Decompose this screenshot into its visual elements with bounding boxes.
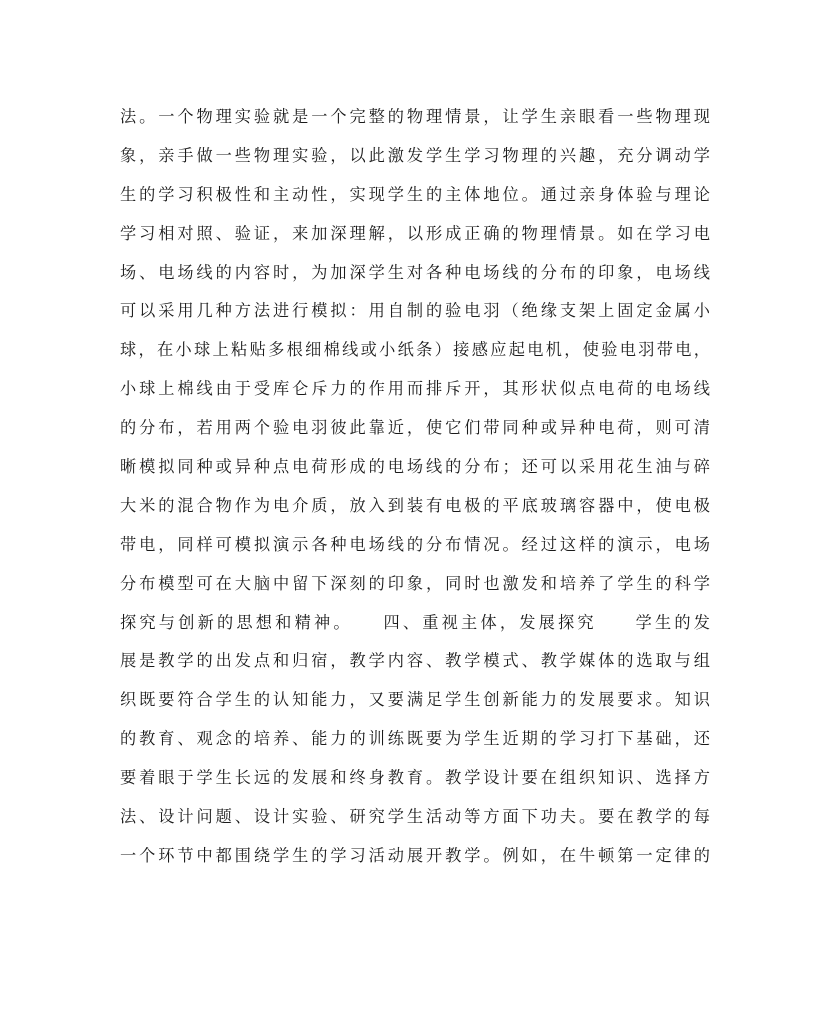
text-line: 球，在小球上粘贴多根细棉线或小纸条）接感应起电机，使验电羽带电， [120, 340, 710, 360]
text-line: 织既要符合学生的认知能力，又要满足学生创新能力的发展要求。知识 [120, 690, 710, 710]
text-line: 法、设计问题、设计实验、研究学生活动等方面下功夫。要在教学的每 [120, 807, 710, 827]
text-line: 场、电场线的内容时，为加深学生对各种电场线的分布的印象，电场线 [120, 262, 710, 282]
text-line: 象，亲手做一些物理实验，以此激发学生学习物理的兴趣，充分调动学 [120, 145, 710, 165]
text-line: 小球上棉线由于受库仑斥力的作用而排斥开，其形状似点电荷的电场线 [120, 379, 710, 399]
text-line: 探究与创新的思想和精神。 四、重视主体，发展探究 学生的发 [120, 612, 710, 632]
text-line: 大米的混合物作为电介质，放入到装有电极的平底玻璃容器中，使电极 [120, 495, 710, 515]
text-line: 可以采用几种方法进行模拟：用自制的验电羽（绝缘支架上固定金属小 [120, 301, 710, 321]
text-line: 的分布，若用两个验电羽彼此靠近，使它们带同种或异种电荷，则可清 [120, 418, 710, 438]
text-line: 生的学习积极性和主动性，实现学生的主体地位。通过亲身体验与理论 [120, 184, 710, 204]
text-line: 法。一个物理实验就是一个完整的物理情景，让学生亲眼看一些物理现 [120, 107, 710, 126]
text-line: 学习相对照、验证，来加深理解，以形成正确的物理情景。如在学习电 [120, 223, 710, 243]
text-line: 晰模拟同种或异种点电荷形成的电场线的分布；还可以采用花生油与碎 [120, 457, 710, 477]
text-line: 的教育、观念的培养、能力的训练既要为学生近期的学习打下基础，还 [120, 729, 710, 749]
text-line: 一个环节中都围绕学生的学习活动展开教学。例如，在牛顿第一定律的 [120, 845, 710, 865]
text-line: 要着眼于学生长远的发展和终身教育。教学设计要在组织知识、选择方 [120, 768, 710, 788]
text-line: 带电，同样可模拟演示各种电场线的分布情况。经过这样的演示，电场 [120, 534, 710, 554]
body-text [120, 98, 710, 876]
text-line: 展是教学的出发点和归宿，教学内容、教学模式、教学媒体的选取与组 [120, 651, 710, 671]
text-line: 分布模型可在大脑中留下深刻的印象，同时也激发和培养了学生的科学 [120, 573, 710, 593]
